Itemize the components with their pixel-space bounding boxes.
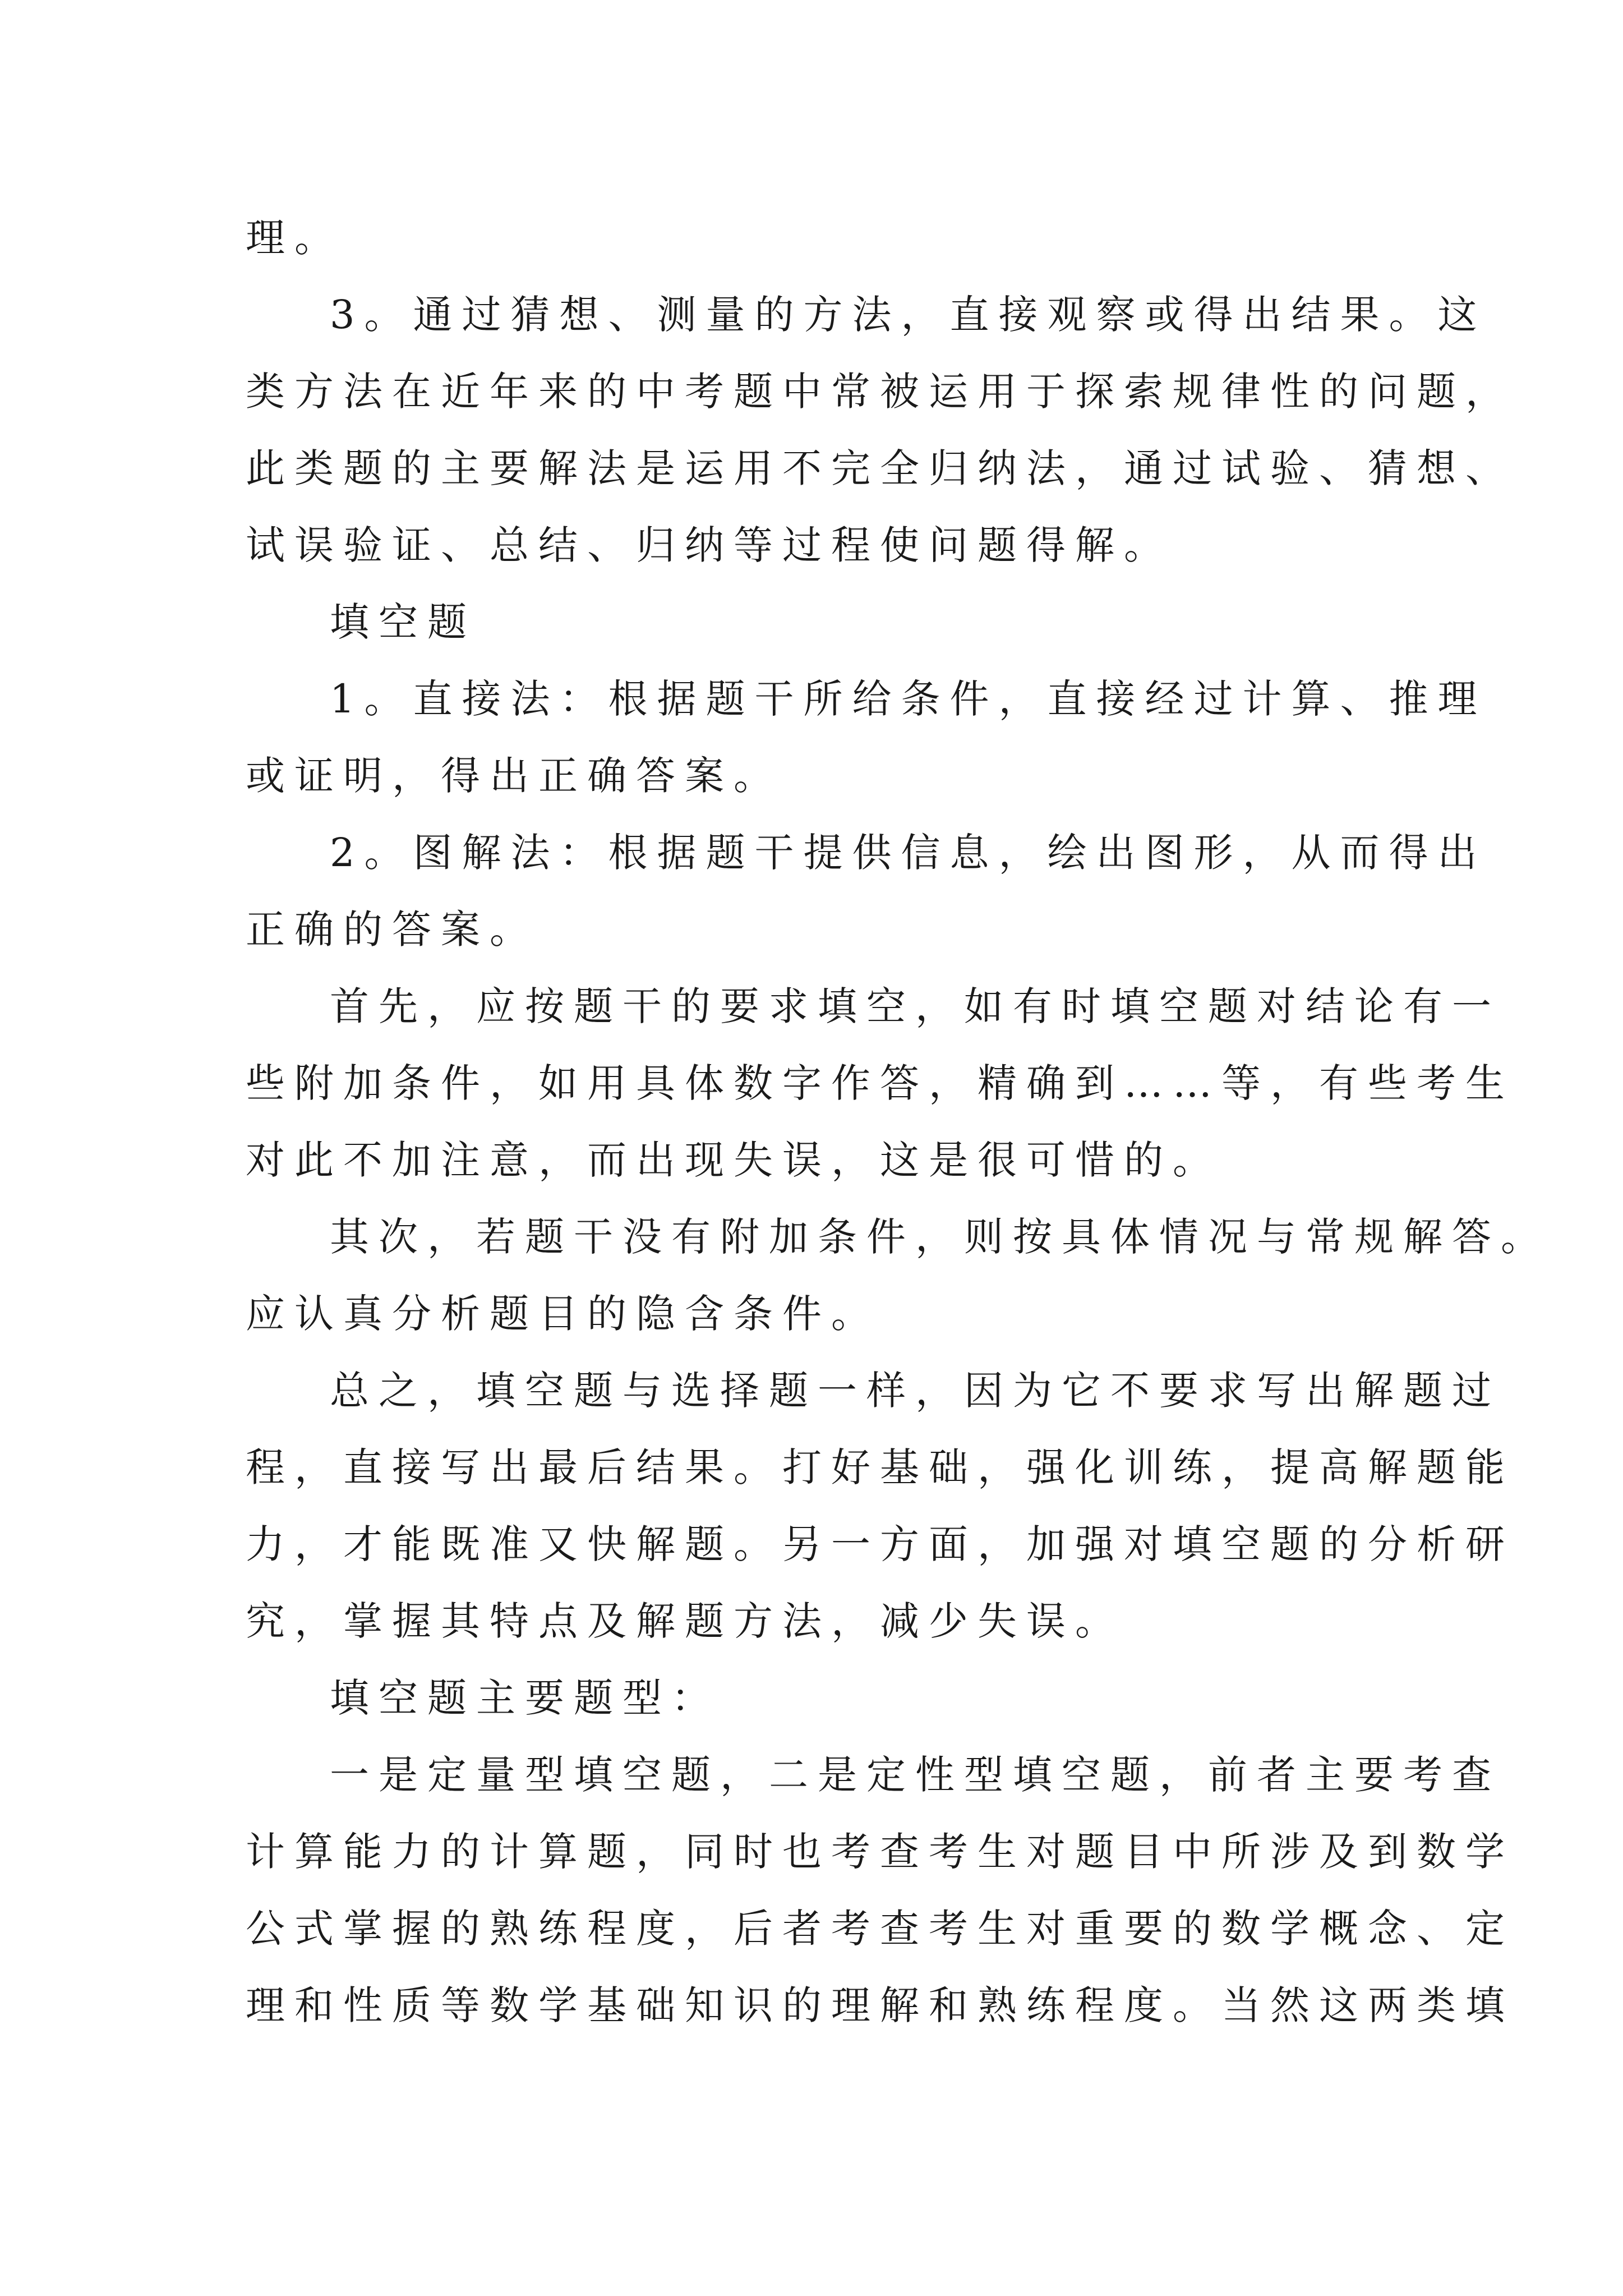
paragraph-first-line: 1。直接法：根据题干所给条件，直接经过计算、推理 (330, 676, 1487, 722)
document-text (246, 200, 1550, 2044)
paragraph-first-line: 总之，填空题与选择题一样，因为它不要求写出解题过 (330, 1368, 1501, 1414)
section-heading: 填空题主要题型： (330, 1675, 720, 1721)
text-line: 力，才能既准又快解题。另一方面，加强对填空题的分析研 (246, 1521, 1514, 1567)
text-line: 类方法在近年来的中考题中常被运用于探索规律性的问题， (246, 369, 1514, 415)
text-line: 究，掌握其特点及解题方法，减少失误。 (246, 1598, 1124, 1644)
section-heading: 填空题 (330, 599, 476, 645)
paragraph-first-line: 2。图解法：根据题干提供信息，绘出图形，从而得出 (330, 830, 1487, 876)
text-line: 此类题的主要解法是运用不完全归纳法，通过试验、猜想、 (246, 445, 1514, 491)
text-line: 试误验证、总结、归纳等过程使问题得解。 (246, 522, 1173, 568)
text-line: 正确的答案。 (246, 907, 538, 953)
paragraph-first-line: 首先，应按题干的要求填空，如有时填空题对结论有一 (330, 983, 1501, 1029)
paragraph-first-line: 3。通过猜想、测量的方法，直接观察或得出结果。这 (330, 292, 1487, 338)
text-line: 理。 (246, 215, 343, 261)
text-line: 理和性质等数学基础知识的理解和熟练程度。当然这两类填 (246, 1982, 1514, 2028)
text-line: 些附加条件，如用具体数字作答，精确到……等，有些考生 (246, 1060, 1514, 1106)
paragraph-first-line: 一是定量型填空题，二是定性型填空题，前者主要考查 (330, 1752, 1501, 1798)
text-line: 计算能力的计算题，同时也考查考生对题目中所涉及到数学 (246, 1829, 1514, 1875)
text-line: 对此不加注意，而出现失误，这是很可惜的。 (246, 1137, 1221, 1183)
text-line: 公式掌握的熟练程度，后者考查考生对重要的数学概念、定 (246, 1906, 1514, 1952)
text-line: 程，直接写出最后结果。打好基础，强化训练，提高解题能 (246, 1444, 1514, 1490)
text-line: 应认真分析题目的隐含条件。 (246, 1291, 880, 1337)
text-line: 或证明，得出正确答案。 (246, 753, 782, 799)
paragraph-first-line: 其次，若题干没有附加条件，则按具体情况与常规解答。 (330, 1214, 1550, 1260)
